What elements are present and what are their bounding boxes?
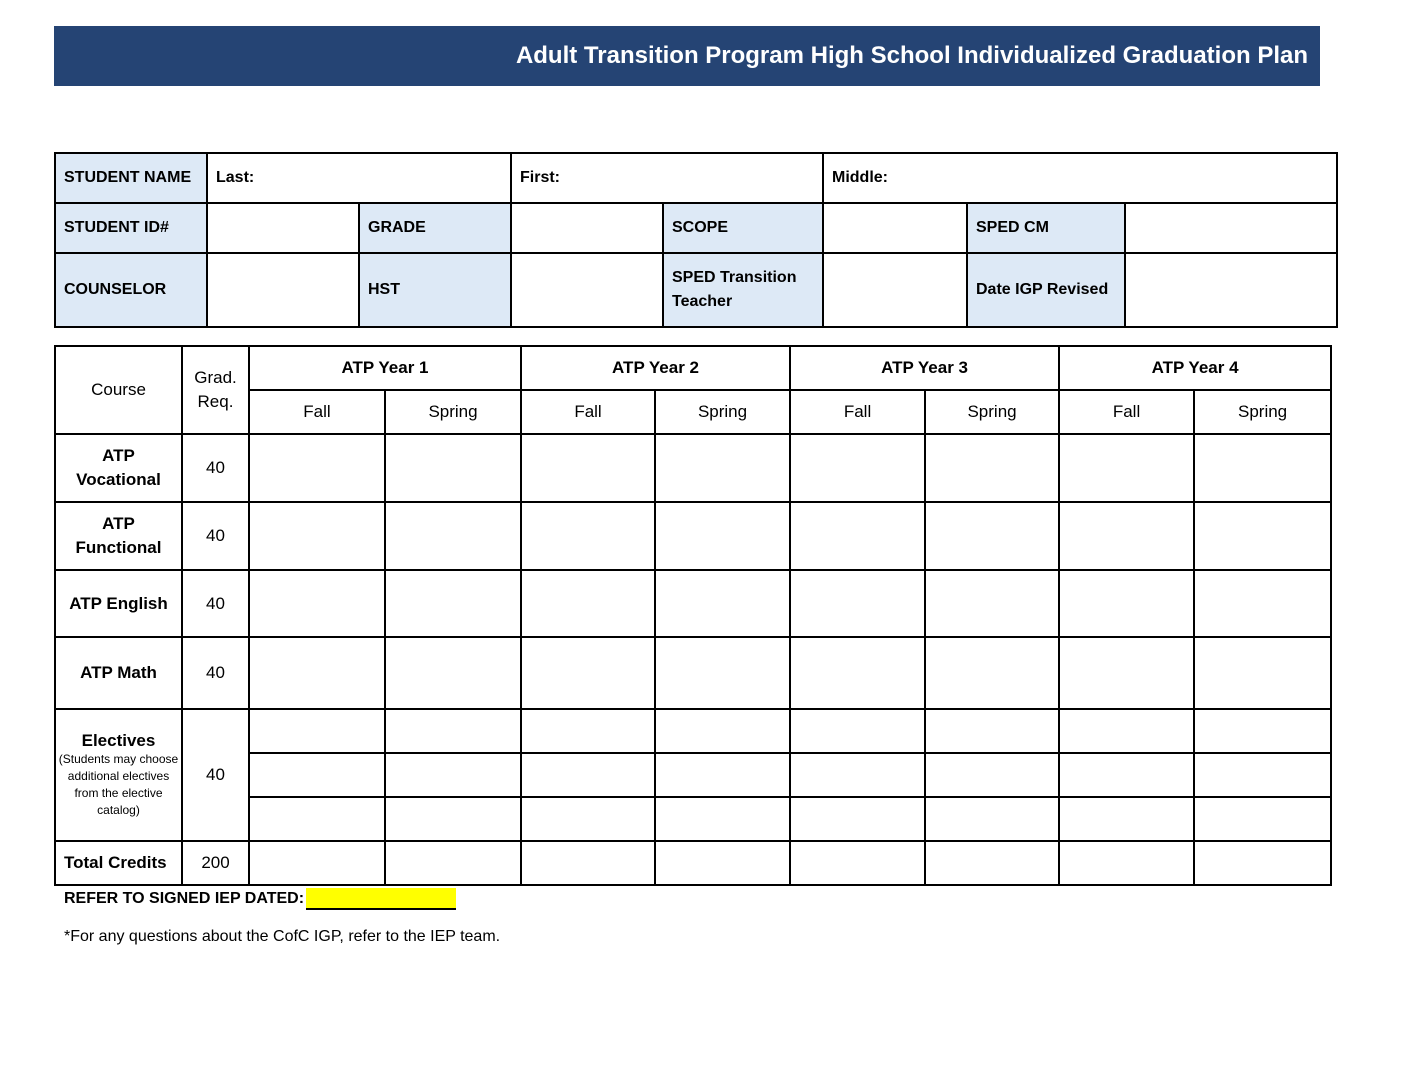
sped-transition-line1: SPED Transition xyxy=(672,269,797,286)
course-cell[interactable] xyxy=(1194,753,1331,797)
course-cell[interactable] xyxy=(790,709,925,753)
hst-label: HST xyxy=(359,253,511,327)
course-cell[interactable] xyxy=(1194,434,1331,502)
course-cell[interactable] xyxy=(925,570,1059,637)
year-4-header: ATP Year 4 xyxy=(1059,346,1331,390)
course-name-line2: Functional xyxy=(75,538,162,557)
course-cell[interactable] xyxy=(790,434,925,502)
middle-name-field[interactable]: Middle: xyxy=(823,153,1337,203)
term-fall: Fall xyxy=(1059,390,1194,434)
sped-cm-label: SPED CM xyxy=(967,203,1125,253)
electives-course-name xyxy=(55,709,182,841)
course-cell[interactable] xyxy=(521,797,655,841)
grad-req-line2: Req. xyxy=(197,392,234,411)
course-cell[interactable] xyxy=(1059,502,1194,570)
first-name-field[interactable]: First: xyxy=(511,153,823,203)
course-name: ATP English xyxy=(55,570,182,637)
course-cell[interactable] xyxy=(655,753,790,797)
grad-req-value: 40 xyxy=(182,709,249,841)
course-cell[interactable] xyxy=(790,502,925,570)
sped-transition-teacher-field[interactable] xyxy=(823,253,967,327)
course-cell[interactable] xyxy=(521,753,655,797)
counselor-field[interactable] xyxy=(207,253,359,327)
course-cell[interactable] xyxy=(249,709,385,753)
course-cell[interactable] xyxy=(790,841,925,885)
year-3-header: ATP Year 3 xyxy=(790,346,1059,390)
course-cell[interactable] xyxy=(1059,841,1194,885)
course-cell[interactable] xyxy=(655,797,790,841)
course-cell[interactable] xyxy=(790,570,925,637)
course-cell[interactable] xyxy=(655,841,790,885)
course-cell[interactable] xyxy=(385,637,521,709)
course-cell[interactable] xyxy=(385,841,521,885)
course-cell[interactable] xyxy=(1059,709,1194,753)
course-cell[interactable] xyxy=(655,637,790,709)
course-cell[interactable] xyxy=(385,570,521,637)
course-cell[interactable] xyxy=(249,502,385,570)
term-fall: Fall xyxy=(521,390,655,434)
course-cell[interactable] xyxy=(1194,502,1331,570)
course-name-line1: ATP xyxy=(102,446,135,465)
course-cell[interactable] xyxy=(655,502,790,570)
student-id-field[interactable] xyxy=(207,203,359,253)
sped-transition-teacher-label xyxy=(663,253,823,327)
table-row xyxy=(55,434,1331,502)
course-cell[interactable] xyxy=(385,709,521,753)
course-cell[interactable] xyxy=(1194,570,1331,637)
grade-field[interactable] xyxy=(511,203,663,253)
student-id-label: STUDENT ID# xyxy=(55,203,207,253)
course-cell[interactable] xyxy=(249,797,385,841)
table-row xyxy=(55,502,1331,570)
questions-note: *For any questions about the CofC IGP, refer to the IEP team. xyxy=(64,928,501,945)
year-2-header: ATP Year 2 xyxy=(521,346,790,390)
sped-cm-field[interactable] xyxy=(1125,203,1337,253)
course-cell[interactable] xyxy=(655,434,790,502)
course-cell[interactable] xyxy=(1194,637,1331,709)
course-cell[interactable] xyxy=(655,709,790,753)
course-cell[interactable] xyxy=(1194,841,1331,885)
table-row xyxy=(55,570,1331,637)
table-row xyxy=(55,841,1331,885)
course-cell[interactable] xyxy=(1194,709,1331,753)
course-cell[interactable] xyxy=(790,797,925,841)
hst-field[interactable] xyxy=(511,253,663,327)
refer-iep-label: REFER TO SIGNED IEP DATED: xyxy=(64,890,305,907)
course-cell[interactable] xyxy=(521,709,655,753)
electives-label: Electives xyxy=(81,731,156,750)
table-row xyxy=(55,637,1331,709)
course-cell[interactable] xyxy=(521,637,655,709)
date-igp-revised-field[interactable] xyxy=(1125,253,1337,327)
grad-req-value: 40 xyxy=(182,502,249,570)
term-fall: Fall xyxy=(249,390,385,434)
total-credits-label: Total Credits xyxy=(55,841,182,885)
course-name: ATP Math xyxy=(55,637,182,709)
course-cell[interactable] xyxy=(521,841,655,885)
grad-req-value: 40 xyxy=(182,434,249,502)
course-cell[interactable] xyxy=(925,637,1059,709)
course-cell[interactable] xyxy=(385,502,521,570)
course-cell[interactable] xyxy=(521,502,655,570)
refer-iep-line xyxy=(64,887,456,911)
course-cell[interactable] xyxy=(1194,797,1331,841)
page-banner xyxy=(54,26,1320,86)
course-cell[interactable] xyxy=(249,570,385,637)
course-cell[interactable] xyxy=(385,797,521,841)
term-spring: Spring xyxy=(925,390,1059,434)
course-cell[interactable] xyxy=(925,502,1059,570)
student-name-label: STUDENT NAME xyxy=(55,153,207,203)
course-cell[interactable] xyxy=(1059,570,1194,637)
course-cell[interactable] xyxy=(249,434,385,502)
scope-field[interactable] xyxy=(823,203,967,253)
grad-req-header xyxy=(182,346,249,434)
total-credits-value: 200 xyxy=(182,841,249,885)
term-spring: Spring xyxy=(655,390,790,434)
course-cell[interactable] xyxy=(1059,637,1194,709)
graduation-plan-table xyxy=(54,345,1332,886)
term-spring: Spring xyxy=(385,390,521,434)
course-cell[interactable] xyxy=(1059,797,1194,841)
course-name-line2: Vocational xyxy=(76,470,161,489)
table-row xyxy=(55,709,1331,753)
course-cell[interactable] xyxy=(790,637,925,709)
course-cell[interactable] xyxy=(655,570,790,637)
course-cell[interactable] xyxy=(521,570,655,637)
scope-label: SCOPE xyxy=(663,203,823,253)
student-info-table xyxy=(54,152,1338,328)
term-fall: Fall xyxy=(790,390,925,434)
course-cell[interactable] xyxy=(249,637,385,709)
counselor-label: COUNSELOR xyxy=(55,253,207,327)
course-cell[interactable] xyxy=(925,753,1059,797)
course-cell[interactable] xyxy=(521,434,655,502)
course-cell[interactable] xyxy=(1059,753,1194,797)
course-cell[interactable] xyxy=(925,434,1059,502)
course-cell[interactable] xyxy=(385,434,521,502)
course-cell[interactable] xyxy=(925,797,1059,841)
year-1-header: ATP Year 1 xyxy=(249,346,521,390)
last-name-field[interactable]: Last: xyxy=(207,153,511,203)
course-cell[interactable] xyxy=(1059,434,1194,502)
grad-req-value: 40 xyxy=(182,637,249,709)
grad-req-line1: Grad. xyxy=(194,368,237,387)
grad-req-value: 40 xyxy=(182,570,249,637)
course-cell[interactable] xyxy=(385,753,521,797)
sped-transition-line2: Teacher xyxy=(672,293,733,310)
grade-label: GRADE xyxy=(359,203,511,253)
electives-note: (Students may choose additional electives from the elective catalog) xyxy=(58,752,179,817)
course-name-line1: ATP xyxy=(102,514,135,533)
course-cell[interactable] xyxy=(925,709,1059,753)
page-title: Adult Transition Program High School Individualized Graduation Plan xyxy=(515,42,1308,69)
course-cell[interactable] xyxy=(249,753,385,797)
date-igp-revised-label: Date IGP Revised xyxy=(967,253,1125,327)
course-name xyxy=(55,502,182,570)
course-cell[interactable] xyxy=(925,841,1059,885)
term-spring: Spring xyxy=(1194,390,1331,434)
course-header: Course xyxy=(55,346,182,434)
course-name xyxy=(55,434,182,502)
course-cell[interactable] xyxy=(790,753,925,797)
course-cell[interactable] xyxy=(249,841,385,885)
iep-date-field[interactable] xyxy=(306,888,456,910)
